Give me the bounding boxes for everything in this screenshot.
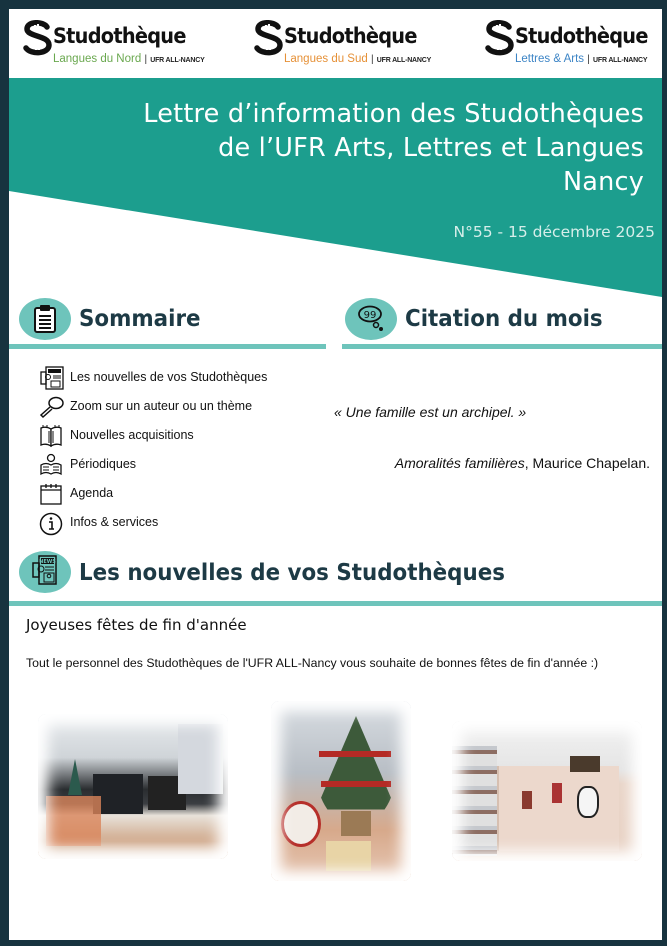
toc-label: Agenda	[70, 486, 114, 500]
toc-label: Infos & services	[70, 515, 159, 529]
logo-word: Studothèque	[515, 24, 648, 48]
title-line: de l’UFR Arts, Lettres et Langues	[218, 133, 644, 163]
logo-word: Studothèque	[284, 24, 417, 48]
photo-accueil[interactable]	[38, 714, 228, 859]
logo-sep: |	[587, 54, 590, 65]
quote-author: , Maurice Chapelan.	[524, 455, 650, 471]
logo-subtitle	[53, 53, 205, 65]
logo-subtitle	[284, 53, 431, 65]
logo-site: Lettres & Arts	[515, 53, 585, 65]
info-icon	[39, 511, 65, 537]
logo-ufr: UFR ALL-NANCY	[376, 57, 432, 64]
calendar-icon	[39, 482, 65, 506]
svg-text:NEWS: NEWS	[39, 559, 56, 565]
section-title: Citation du mois	[405, 306, 603, 332]
newspaper-icon	[39, 366, 65, 390]
speech-bubble-icon	[345, 298, 397, 340]
reader-icon	[39, 453, 65, 477]
section-title: Les nouvelles de vos Studothèques	[79, 560, 505, 586]
logo-band	[9, 9, 662, 78]
studotheque-s-icon	[254, 20, 284, 56]
news-heading	[19, 551, 659, 601]
photo-sapin[interactable]	[271, 701, 411, 881]
section-divider	[9, 601, 662, 606]
logo-word: Studothèque	[53, 24, 186, 48]
photo-comptoir[interactable]	[452, 721, 642, 861]
sommaire-heading	[19, 298, 329, 348]
newsletter-page	[9, 9, 662, 940]
clipboard-icon	[19, 298, 71, 340]
toc-label: Nouvelles acquisitions	[70, 428, 194, 442]
section-divider	[342, 344, 662, 349]
newsletter-title	[24, 97, 644, 199]
newspaper-icon	[19, 551, 71, 593]
title-line: Nancy	[563, 167, 644, 197]
quote-book-title: Amoralités familières	[394, 455, 525, 471]
logo-ufr: UFR ALL-NANCY	[150, 57, 205, 64]
open-book-icon	[39, 424, 65, 448]
title-line: Lettre d’information des Studothèques	[143, 99, 644, 129]
issue-date: N°55 - 15 décembre 2025	[453, 223, 655, 241]
toc-label: Les nouvelles de vos Studothèques	[70, 370, 268, 384]
quote-text: « Une famille est un archipel. »	[334, 404, 527, 420]
logo-ufr: UFR ALL-NANCY	[593, 57, 648, 64]
studotheque-s-icon	[485, 20, 515, 56]
citation-heading	[345, 298, 662, 348]
logo-sep: |	[144, 54, 148, 65]
svg-text:99: 99	[363, 310, 377, 321]
logo-site: Langues du Nord	[53, 53, 142, 65]
article-title: Joyeuses fêtes de fin d'année	[26, 616, 247, 634]
logo-site: Langues du Sud	[284, 53, 368, 65]
section-divider	[9, 344, 326, 349]
article-body: Tout le personnel des Studothèques de l'UFR ALL-Nancy vous souhaite de bonnes fêtes de fin d'année :)	[26, 656, 599, 670]
section-title: Sommaire	[79, 306, 201, 332]
studotheque-s-icon	[23, 20, 53, 56]
toc-label: Périodiques	[70, 457, 137, 471]
magnifier-icon	[39, 395, 65, 419]
toc-label: Zoom sur un auteur ou un thème	[70, 399, 253, 413]
logo-sep: |	[370, 54, 374, 65]
quote-source	[395, 455, 650, 471]
logo-subtitle	[515, 53, 647, 65]
